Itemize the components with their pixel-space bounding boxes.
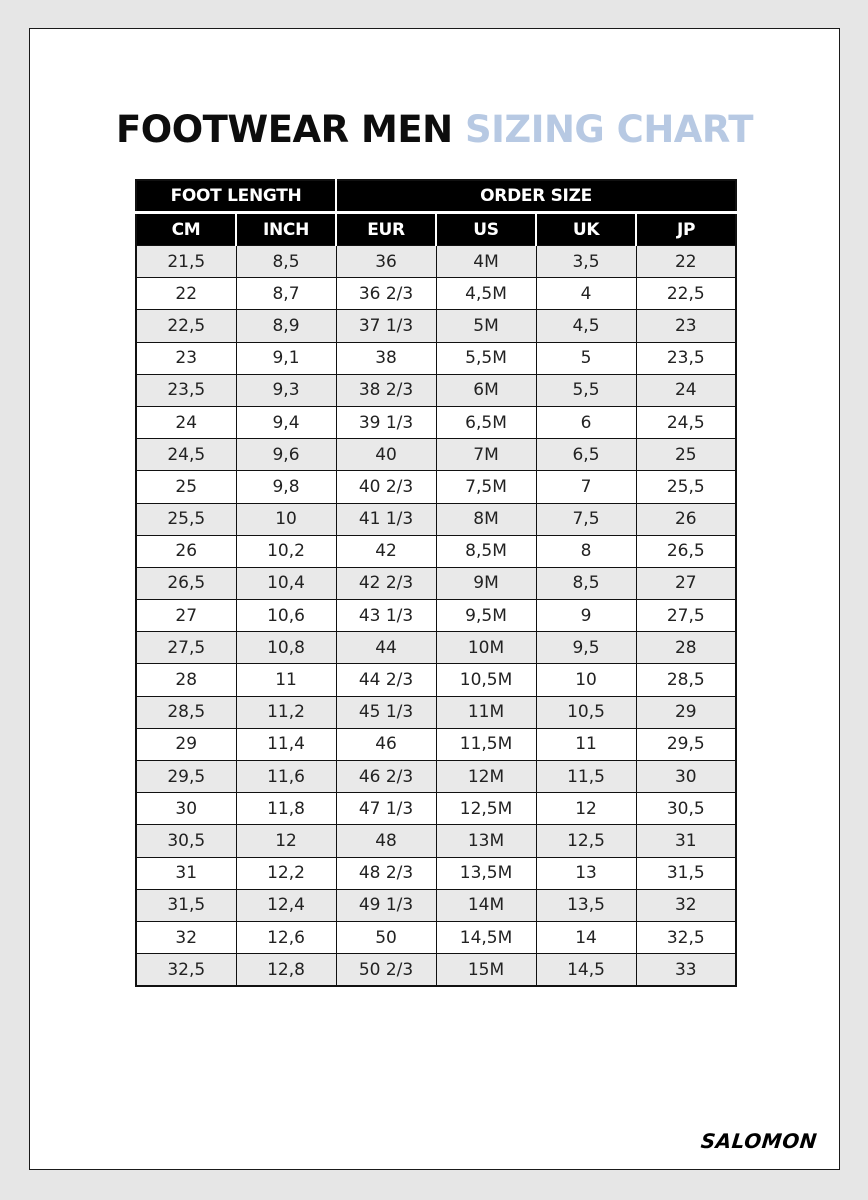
cell-inch: 10,2 (236, 535, 336, 567)
cell-us: 5M (436, 310, 536, 342)
cell-cm: 22 (136, 278, 236, 310)
cell-cm: 30,5 (136, 825, 236, 857)
cell-jp: 32,5 (636, 921, 736, 953)
cell-cm: 25 (136, 471, 236, 503)
column-header-inch: INCH (236, 213, 336, 246)
cell-cm: 24 (136, 406, 236, 438)
cell-cm: 32 (136, 921, 236, 953)
table-row (136, 439, 736, 471)
cell-eur: 42 (336, 535, 436, 567)
cell-uk: 8 (536, 535, 636, 567)
cell-cm: 27,5 (136, 632, 236, 664)
cell-cm: 26 (136, 535, 236, 567)
table-row (136, 278, 736, 310)
table-row (136, 567, 736, 599)
cell-us: 12M (436, 761, 536, 793)
group-header-foot-length: FOOT LENGTH (136, 180, 336, 213)
table-row (136, 342, 736, 374)
cell-eur: 36 2/3 (336, 278, 436, 310)
cell-uk: 11 (536, 728, 636, 760)
cell-jp: 25 (636, 439, 736, 471)
cell-eur: 50 2/3 (336, 954, 436, 987)
cell-uk: 4 (536, 278, 636, 310)
cell-eur: 38 2/3 (336, 374, 436, 406)
cell-uk: 12,5 (536, 825, 636, 857)
cell-jp: 25,5 (636, 471, 736, 503)
cell-jp: 28 (636, 632, 736, 664)
cell-cm: 30 (136, 793, 236, 825)
cell-inch: 11,6 (236, 761, 336, 793)
column-header-jp: JP (636, 213, 736, 246)
cell-uk: 5 (536, 342, 636, 374)
cell-us: 13M (436, 825, 536, 857)
cell-inch: 12,2 (236, 857, 336, 889)
cell-us: 4,5M (436, 278, 536, 310)
cell-eur: 38 (336, 342, 436, 374)
title-primary: FOOTWEAR MEN (115, 108, 453, 151)
cell-cm: 31,5 (136, 889, 236, 921)
cell-inch: 9,1 (236, 342, 336, 374)
cell-inch: 8,7 (236, 278, 336, 310)
cell-eur: 46 2/3 (336, 761, 436, 793)
cell-inch: 9,6 (236, 439, 336, 471)
cell-inch: 10 (236, 503, 336, 535)
cell-cm: 21,5 (136, 246, 236, 278)
cell-uk: 4,5 (536, 310, 636, 342)
table-row (136, 632, 736, 664)
cell-us: 9M (436, 567, 536, 599)
cell-us: 8M (436, 503, 536, 535)
cell-jp: 24 (636, 374, 736, 406)
cell-jp: 23,5 (636, 342, 736, 374)
cell-jp: 26 (636, 503, 736, 535)
cell-cm: 29,5 (136, 761, 236, 793)
cell-inch: 10,8 (236, 632, 336, 664)
cell-cm: 23,5 (136, 374, 236, 406)
cell-us: 8,5M (436, 535, 536, 567)
column-header-us: US (436, 213, 536, 246)
salomon-logo: SALOMON (699, 1129, 819, 1153)
table-row (136, 728, 736, 760)
cell-jp: 28,5 (636, 664, 736, 696)
cell-us: 6M (436, 374, 536, 406)
table-row (136, 471, 736, 503)
table-row (136, 857, 736, 889)
cell-us: 11,5M (436, 728, 536, 760)
cell-us: 15M (436, 954, 536, 987)
cell-jp: 29,5 (636, 728, 736, 760)
cell-us: 11M (436, 696, 536, 728)
cell-cm: 23 (136, 342, 236, 374)
cell-eur: 40 (336, 439, 436, 471)
cell-us: 10M (436, 632, 536, 664)
cell-jp: 30,5 (636, 793, 736, 825)
cell-cm: 31 (136, 857, 236, 889)
cell-jp: 32 (636, 889, 736, 921)
cell-us: 6,5M (436, 406, 536, 438)
table-row (136, 696, 736, 728)
cell-jp: 22 (636, 246, 736, 278)
cell-cm: 24,5 (136, 439, 236, 471)
cell-us: 14,5M (436, 921, 536, 953)
cell-uk: 10,5 (536, 696, 636, 728)
table-row (136, 374, 736, 406)
cell-inch: 12,4 (236, 889, 336, 921)
cell-us: 7M (436, 439, 536, 471)
cell-eur: 49 1/3 (336, 889, 436, 921)
cell-uk: 13 (536, 857, 636, 889)
cell-us: 14M (436, 889, 536, 921)
column-header-uk: UK (536, 213, 636, 246)
cell-inch: 11,2 (236, 696, 336, 728)
cell-inch: 12,8 (236, 954, 336, 987)
cell-eur: 48 (336, 825, 436, 857)
cell-cm: 27 (136, 600, 236, 632)
cell-us: 5,5M (436, 342, 536, 374)
cell-eur: 43 1/3 (336, 600, 436, 632)
cell-eur: 45 1/3 (336, 696, 436, 728)
cell-inch: 12,6 (236, 921, 336, 953)
cell-eur: 40 2/3 (336, 471, 436, 503)
table-row (136, 664, 736, 696)
cell-us: 13,5M (436, 857, 536, 889)
cell-uk: 5,5 (536, 374, 636, 406)
cell-inch: 9,3 (236, 374, 336, 406)
cell-uk: 9 (536, 600, 636, 632)
cell-inch: 11 (236, 664, 336, 696)
cell-jp: 27 (636, 567, 736, 599)
cell-eur: 44 (336, 632, 436, 664)
sizing-chart-sheet (29, 28, 840, 1170)
table-row (136, 825, 736, 857)
cell-cm: 22,5 (136, 310, 236, 342)
cell-us: 7,5M (436, 471, 536, 503)
table-row (136, 535, 736, 567)
cell-uk: 8,5 (536, 567, 636, 599)
group-header-order-size: ORDER SIZE (336, 180, 736, 213)
cell-eur: 50 (336, 921, 436, 953)
column-header-cm: CM (136, 213, 236, 246)
cell-jp: 24,5 (636, 406, 736, 438)
cell-cm: 29 (136, 728, 236, 760)
cell-inch: 11,4 (236, 728, 336, 760)
column-header-eur: EUR (336, 213, 436, 246)
table-row (136, 921, 736, 953)
cell-uk: 14 (536, 921, 636, 953)
cell-cm: 32,5 (136, 954, 236, 987)
cell-uk: 6,5 (536, 439, 636, 471)
table-row (136, 310, 736, 342)
cell-jp: 22,5 (636, 278, 736, 310)
table-row (136, 954, 736, 987)
table-row (136, 406, 736, 438)
page-title (30, 108, 839, 151)
table-row (136, 600, 736, 632)
cell-inch: 10,4 (236, 567, 336, 599)
cell-inch: 12 (236, 825, 336, 857)
cell-uk: 12 (536, 793, 636, 825)
cell-us: 12,5M (436, 793, 536, 825)
cell-jp: 23 (636, 310, 736, 342)
table-body (136, 246, 736, 987)
cell-inch: 8,9 (236, 310, 336, 342)
group-header-row (136, 180, 736, 213)
cell-jp: 31 (636, 825, 736, 857)
cell-jp: 31,5 (636, 857, 736, 889)
cell-jp: 30 (636, 761, 736, 793)
cell-uk: 13,5 (536, 889, 636, 921)
title-accent: SIZING CHART (464, 108, 754, 151)
cell-uk: 7,5 (536, 503, 636, 535)
cell-jp: 27,5 (636, 600, 736, 632)
cell-inch: 8,5 (236, 246, 336, 278)
cell-jp: 29 (636, 696, 736, 728)
cell-cm: 28,5 (136, 696, 236, 728)
cell-uk: 14,5 (536, 954, 636, 987)
cell-eur: 41 1/3 (336, 503, 436, 535)
cell-eur: 36 (336, 246, 436, 278)
cell-eur: 37 1/3 (336, 310, 436, 342)
cell-uk: 3,5 (536, 246, 636, 278)
cell-cm: 25,5 (136, 503, 236, 535)
size-table (135, 179, 737, 987)
cell-jp: 26,5 (636, 535, 736, 567)
cell-uk: 11,5 (536, 761, 636, 793)
cell-cm: 28 (136, 664, 236, 696)
cell-uk: 10 (536, 664, 636, 696)
cell-inch: 9,8 (236, 471, 336, 503)
cell-us: 4M (436, 246, 536, 278)
cell-inch: 10,6 (236, 600, 336, 632)
cell-eur: 44 2/3 (336, 664, 436, 696)
table-row (136, 889, 736, 921)
cell-us: 10,5M (436, 664, 536, 696)
table-row (136, 246, 736, 278)
cell-eur: 46 (336, 728, 436, 760)
cell-inch: 9,4 (236, 406, 336, 438)
table-row (136, 503, 736, 535)
table-row (136, 793, 736, 825)
column-header-row (136, 213, 736, 246)
cell-eur: 39 1/3 (336, 406, 436, 438)
cell-eur: 48 2/3 (336, 857, 436, 889)
table-row (136, 761, 736, 793)
cell-uk: 9,5 (536, 632, 636, 664)
cell-cm: 26,5 (136, 567, 236, 599)
cell-uk: 6 (536, 406, 636, 438)
cell-inch: 11,8 (236, 793, 336, 825)
cell-jp: 33 (636, 954, 736, 987)
cell-uk: 7 (536, 471, 636, 503)
cell-eur: 47 1/3 (336, 793, 436, 825)
cell-us: 9,5M (436, 600, 536, 632)
cell-eur: 42 2/3 (336, 567, 436, 599)
